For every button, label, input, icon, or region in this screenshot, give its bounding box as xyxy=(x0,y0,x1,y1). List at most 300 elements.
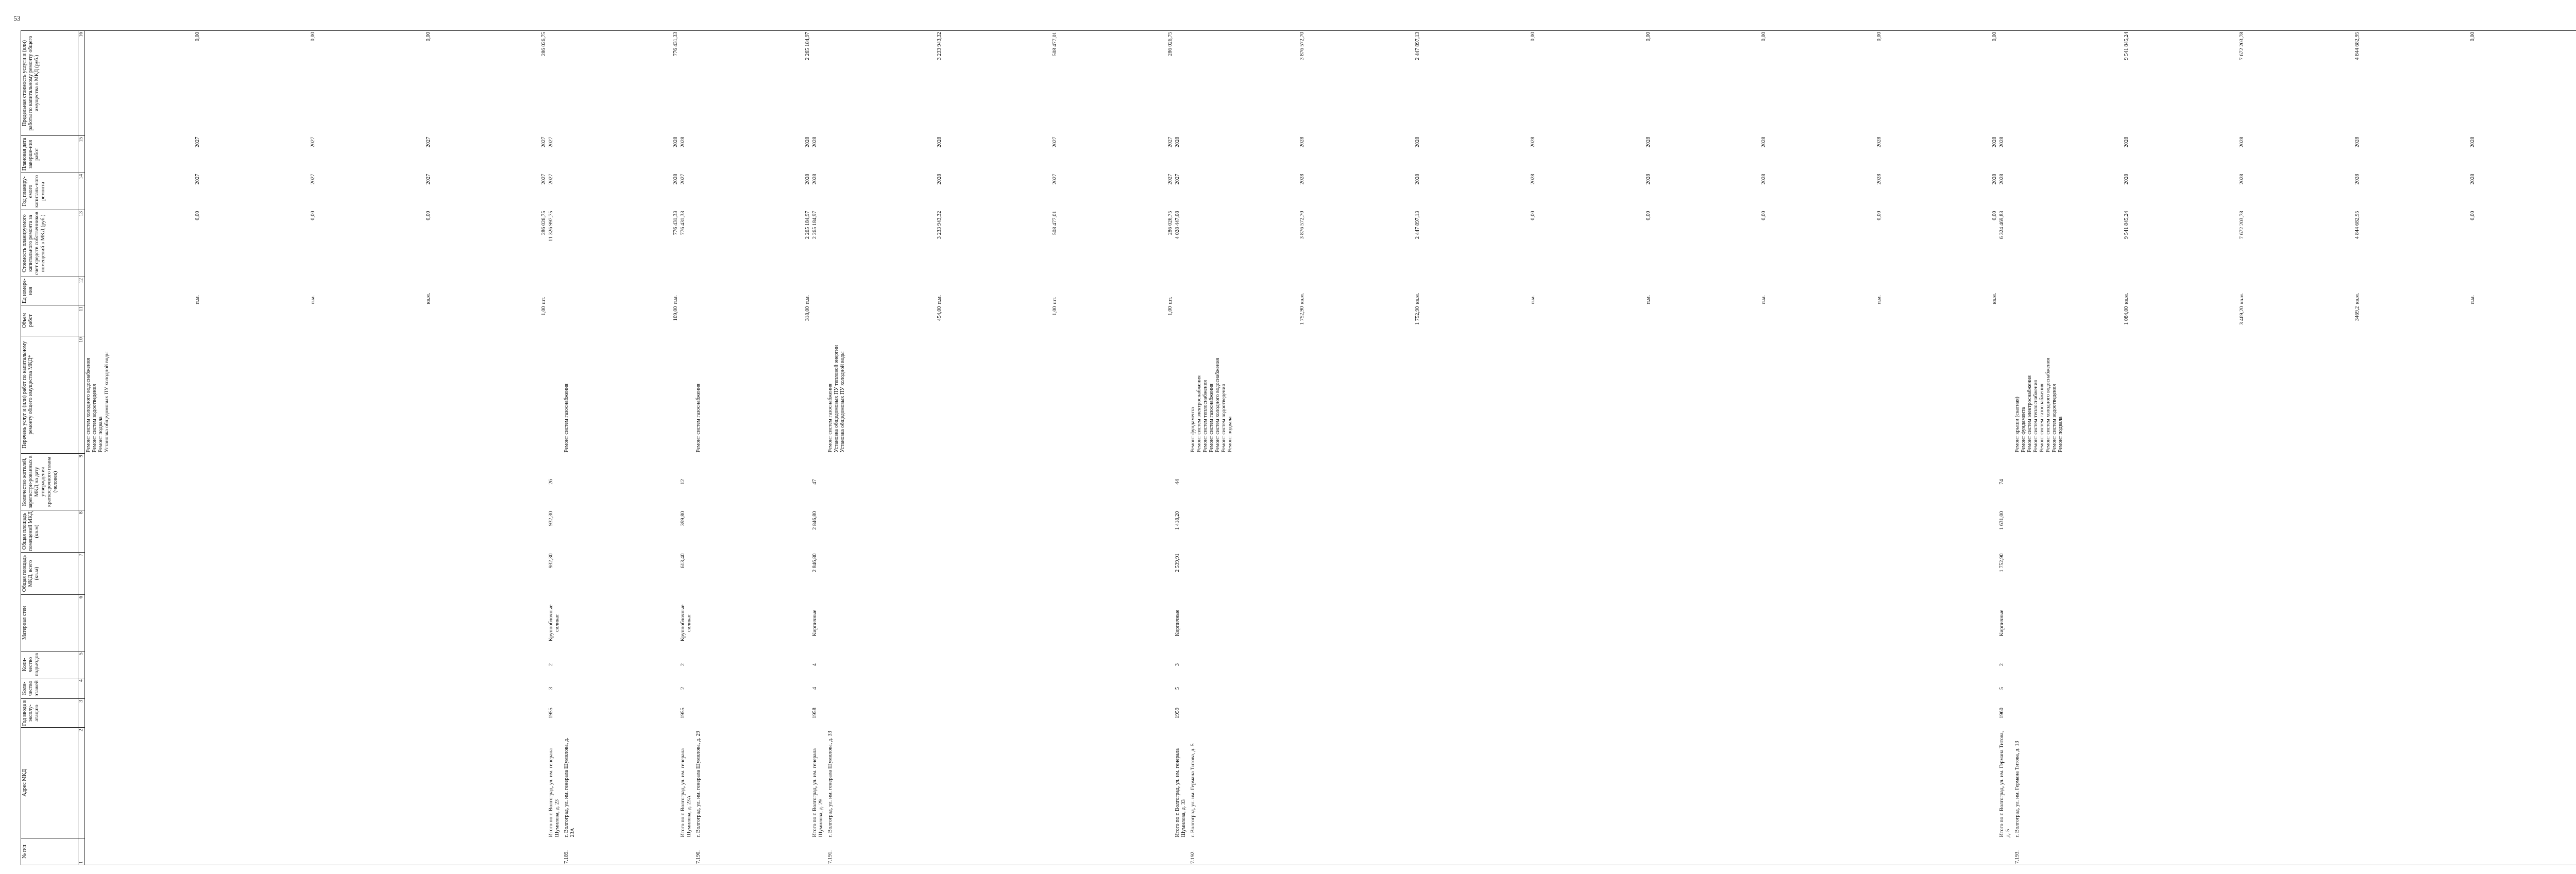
work-volume-line xyxy=(201,306,316,335)
column-header: Плановая дата заверше-ния работ xyxy=(21,136,78,173)
cost-limit-line: 508 477,01 xyxy=(1052,32,1058,56)
entrances xyxy=(563,652,680,678)
table-row xyxy=(827,31,1174,865)
address: Итого по г. Волгоград, ул. им. генерала Шумилова, д. 23А xyxy=(680,748,692,837)
rooms-area xyxy=(1190,510,1998,553)
repair-year-line: 2027 xyxy=(310,174,316,185)
repair-cost-line: 0,00 xyxy=(310,211,316,220)
work-volume-line xyxy=(1883,306,1998,335)
page-number: 53 xyxy=(13,14,21,22)
repair-cost xyxy=(1190,210,1998,277)
cost-limit-line: 3 233 943,32 xyxy=(937,32,943,60)
repair-cost xyxy=(563,210,680,277)
rooms-area: 1 418,20 xyxy=(1175,511,1180,530)
works-list xyxy=(827,336,1174,454)
commission-year xyxy=(85,699,548,728)
total-row xyxy=(1174,31,1190,865)
repair-year-line: 2027 xyxy=(1175,174,1180,185)
total-area xyxy=(2014,553,2576,595)
works-list xyxy=(1998,336,2014,454)
commission-year xyxy=(2014,699,2576,728)
end-date-line: 2028 xyxy=(2124,136,2130,148)
unit-line: п.м. xyxy=(2470,295,2476,304)
wall-material: Кирпичные xyxy=(1999,609,2005,637)
end-date-line: 2028 xyxy=(1999,136,2005,148)
unit-line: кв.м. xyxy=(426,293,432,304)
works-list-line: Ремонт систем газоснабжения xyxy=(827,383,833,453)
works-list-line: Ремонт систем газоснабжения xyxy=(2039,383,2045,453)
cost-limit xyxy=(1190,31,1998,136)
wall-material xyxy=(695,595,811,652)
end-date-line: 2028 xyxy=(1876,136,1883,148)
wall-material xyxy=(827,595,1174,652)
commission-year xyxy=(695,699,811,728)
column-header: № п/п xyxy=(21,838,78,865)
works-list xyxy=(85,336,548,454)
column-header: Год планиру-емого капиталь-ного ремонта xyxy=(21,173,78,210)
commission-year: 1959 xyxy=(1175,708,1180,718)
cost-limit xyxy=(1174,31,1190,136)
works-list-line: Ремонт систем теплоснабжения xyxy=(2033,380,2039,453)
works-list-line: Ремонт систем водоотведения xyxy=(1221,384,1227,453)
entrances: 2 xyxy=(1999,663,2005,666)
column-number: 11 xyxy=(78,305,85,336)
repair-year-line: 2028 xyxy=(937,174,943,185)
repair-year-line: 2028 xyxy=(2124,174,2130,185)
works-list-line: Ремонт систем водоотведения xyxy=(2052,384,2057,453)
cost-limit-line xyxy=(812,32,818,135)
column-number: 10 xyxy=(78,336,85,454)
column-number: 15 xyxy=(78,136,85,173)
repair-cost-line xyxy=(2476,211,2576,276)
repair-cost-line: 4 028 447,08 xyxy=(1175,211,1180,239)
repair-year-line: 2028 xyxy=(1530,174,1536,185)
residents xyxy=(695,454,811,510)
column-number: 4 xyxy=(78,678,85,699)
end-date xyxy=(1174,136,1190,173)
work-volume-line: 1,00 xyxy=(1052,306,1058,316)
total-area: 2 539,91 xyxy=(1175,553,1180,572)
wall-material: Кирпичные xyxy=(1175,609,1180,637)
repair-cost xyxy=(680,210,695,277)
total-area: 1 752,90 xyxy=(1999,553,2005,572)
unit-line: п.м. xyxy=(1646,295,1652,304)
repair-cost-line: 508 477,01 xyxy=(1052,211,1058,235)
end-date-line: 2028 xyxy=(1415,136,1421,148)
works-list xyxy=(563,336,680,454)
repair-cost xyxy=(2014,210,2576,277)
cost-limit xyxy=(548,31,563,136)
cost-limit xyxy=(85,31,548,136)
unit-line: кв.м. xyxy=(1415,293,1421,304)
rooms-area xyxy=(2014,510,2576,553)
capital-repair-table xyxy=(21,30,2576,865)
works-list xyxy=(811,336,827,454)
address: Итого по г. Волгоград, ул. им. Германа Титова, д. 5 xyxy=(1999,731,2011,837)
end-date-line xyxy=(2476,137,2576,172)
wall-material xyxy=(85,595,548,652)
residents xyxy=(1190,454,1998,510)
floors: 5 xyxy=(1999,687,2005,690)
repair-year xyxy=(811,173,827,210)
commission-year xyxy=(827,699,1174,728)
unit-line: шт. xyxy=(541,297,547,304)
end-date-line: 2028 xyxy=(805,136,811,148)
end-date-line: 2028 xyxy=(1761,136,1767,148)
commission-year: 1955 xyxy=(680,708,686,718)
repair-year-line: 2028 xyxy=(673,174,679,185)
works-list xyxy=(680,336,695,454)
entrances xyxy=(1190,652,1998,678)
cost-limit-line: 0,00 xyxy=(1876,32,1883,42)
repair-year-line: 2027 xyxy=(680,174,686,185)
entrances xyxy=(827,652,1174,678)
column-number: 5 xyxy=(78,652,85,678)
unit-line xyxy=(2476,278,2576,304)
unit xyxy=(1190,277,1998,305)
residents: 12 xyxy=(680,479,686,485)
repair-cost-line: 9 541 845,24 xyxy=(2124,211,2130,239)
repair-year xyxy=(563,173,680,210)
unit-line: кв.м. xyxy=(2124,293,2130,304)
cost-limit-line: 0,00 xyxy=(1761,32,1767,42)
repair-year-line: 2027 xyxy=(426,174,432,185)
column-number: 6 xyxy=(78,595,85,652)
work-volume-line: 3 469,20 xyxy=(2239,306,2245,325)
column-number: 14 xyxy=(78,173,85,210)
unit xyxy=(85,277,548,305)
repair-cost-line: 0,00 xyxy=(2470,211,2476,220)
unit-line: п.м. xyxy=(1530,295,1536,304)
address: Итого по г. Волгоград, ул. им. генерала Шумилова, д. 33 xyxy=(1175,748,1187,837)
column-header: Стоимость планируемого капитального ремонта за счет средств собственников помещений в МКД (руб.) xyxy=(21,210,78,277)
table-body xyxy=(85,31,2576,865)
repair-year-line: 2028 xyxy=(812,174,818,185)
wall-material: Крупноблочные силикат xyxy=(680,604,692,642)
repair-year xyxy=(548,173,563,210)
wall-material xyxy=(1190,595,1998,652)
repair-year-line xyxy=(2476,174,2576,209)
repair-cost-line: 0,00 xyxy=(1876,211,1883,220)
row-number: 7.191. xyxy=(827,838,1174,865)
end-date-line: 2027 xyxy=(195,136,201,148)
floors xyxy=(827,678,1174,699)
repair-year-line: 2027 xyxy=(548,174,554,185)
residents: 26 xyxy=(548,479,554,485)
work-volume xyxy=(811,305,827,336)
end-date xyxy=(1190,136,1998,173)
row-number: 7.190. xyxy=(695,838,811,865)
floors xyxy=(85,678,548,699)
unit-line: кв.м. xyxy=(2354,293,2361,304)
repair-year-line: 2028 xyxy=(1992,174,1998,185)
work-volume-line: 1 752,90 xyxy=(1415,306,1421,325)
total-area xyxy=(695,553,811,595)
column-header: Коли-чество этажей xyxy=(21,678,78,699)
wall-material: Кирпичные xyxy=(812,609,818,637)
cost-limit-line: 0,00 xyxy=(1646,32,1652,42)
repair-year xyxy=(1998,173,2014,210)
entrances xyxy=(2014,652,2576,678)
repair-cost-line: 3 876 572,70 xyxy=(1299,211,1306,239)
work-volume-line xyxy=(316,306,432,335)
column-number: 13 xyxy=(78,210,85,277)
unit xyxy=(1174,277,1190,305)
end-date-line: 2028 xyxy=(2239,136,2245,148)
work-volume-line: 318,00 xyxy=(805,306,811,321)
row-number xyxy=(811,838,827,865)
repair-cost-line: 0,00 xyxy=(1992,211,1998,220)
works-list-line: Ремонт фундамента xyxy=(1190,407,1196,453)
row-number xyxy=(85,838,548,865)
cost-limit-line: 2 447 897,13 xyxy=(1415,32,1421,60)
cost-limit-line: 0,00 xyxy=(426,32,432,42)
cost-limit-line: 286 026,75 xyxy=(541,32,547,56)
work-volume-line: 1,00 xyxy=(541,306,547,316)
rooms-area xyxy=(85,510,548,553)
commission-year: 1960 xyxy=(1999,708,2005,718)
repair-cost-line: 776 431,33 xyxy=(673,211,679,235)
end-date-line: 2027 xyxy=(1167,136,1174,148)
residents xyxy=(827,454,1174,510)
column-header: Адрес МКД xyxy=(21,728,78,838)
total-area xyxy=(827,553,1174,595)
repair-year xyxy=(1190,173,1998,210)
address: г. Волгоград, ул. им. Германа Титова, д. 13 xyxy=(2014,741,2020,837)
end-date-line: 2028 xyxy=(1299,136,1306,148)
repair-cost-line: 2 265 184,97 xyxy=(812,211,818,239)
entrances xyxy=(695,652,811,678)
end-date-line: 2027 xyxy=(310,136,316,148)
repair-year-line: 2027 xyxy=(1167,174,1174,185)
unit xyxy=(695,277,811,305)
end-date-line: 2028 xyxy=(1992,136,1998,148)
repair-year-line: 2028 xyxy=(1876,174,1883,185)
cost-limit-line xyxy=(680,32,686,135)
repair-cost xyxy=(1174,210,1190,277)
column-header: Общая площадь помещений МКД (кв.м) xyxy=(21,510,78,553)
commission-year: 1958 xyxy=(812,708,818,718)
table-row xyxy=(1190,31,1998,865)
repair-cost-line: 6 324 469,83 xyxy=(1999,211,2005,239)
end-date-line: 2028 xyxy=(1530,136,1536,148)
unit-line: п.м. xyxy=(805,295,811,304)
row-number xyxy=(680,838,695,865)
work-volume-line xyxy=(86,306,201,335)
repair-cost-line: 2 265 184,97 xyxy=(805,211,811,239)
repair-year-line: 2028 xyxy=(1646,174,1652,185)
works-list-line: Ремонт систем газоснабжения xyxy=(1209,383,1214,453)
table-row xyxy=(85,31,548,865)
works-list-line: Ремонт систем холодного водоснабжения xyxy=(1215,358,1221,453)
header-row xyxy=(21,31,78,865)
entrances: 2 xyxy=(548,663,554,666)
unit xyxy=(1998,277,2014,305)
cost-limit-line: 2 265 184,97 xyxy=(805,32,811,60)
residents xyxy=(85,454,548,510)
table-row xyxy=(563,31,680,865)
work-volume-line: 1 084,00 xyxy=(2124,306,2130,325)
column-header: Ед измере-ния xyxy=(21,277,78,305)
repair-year xyxy=(827,173,1174,210)
repair-year xyxy=(2014,173,2576,210)
repair-cost-line: 4 844 682,95 xyxy=(2354,211,2361,239)
repair-year-line: 2027 xyxy=(195,174,201,185)
end-date-line: 2028 xyxy=(2354,136,2361,148)
residents: 74 xyxy=(1999,479,2005,485)
cost-limit-line xyxy=(2476,32,2576,135)
works-list xyxy=(695,336,811,454)
total-area: 932,30 xyxy=(548,553,554,569)
rooms-area: 1 631,00 xyxy=(1999,511,2005,530)
floors: 5 xyxy=(1175,687,1180,690)
unit xyxy=(548,277,563,305)
total-row xyxy=(680,31,695,865)
floors: 2 xyxy=(680,687,686,690)
end-date-line: 2027 xyxy=(1052,136,1058,148)
work-volume-line xyxy=(1767,306,1883,335)
works-list-line: Ремонт систем газоснабжения xyxy=(564,383,569,453)
work-volume xyxy=(1190,305,1998,336)
cost-limit-line: 7 672 203,78 xyxy=(2239,32,2245,60)
cost-limit-line: 9 541 845,24 xyxy=(2124,32,2130,60)
rooms-area xyxy=(695,510,811,553)
works-list xyxy=(1174,336,1190,454)
rotated-page xyxy=(21,31,2476,865)
column-number: 8 xyxy=(78,510,85,553)
end-date xyxy=(2014,136,2576,173)
work-volume xyxy=(548,305,563,336)
address xyxy=(85,728,548,838)
work-volume xyxy=(827,305,1174,336)
repair-cost-line: 11 326 997,75 xyxy=(548,211,554,242)
unit xyxy=(2014,277,2576,305)
unit-line: п.м. xyxy=(310,295,316,304)
works-list xyxy=(1190,336,1998,454)
cost-limit-line: 4 844 682,95 xyxy=(2354,32,2361,60)
repair-year-line: 2028 xyxy=(2239,174,2245,185)
work-volume-line: 1 752,90 xyxy=(1299,306,1306,325)
unit-line: п.м. xyxy=(1876,295,1883,304)
repair-cost xyxy=(695,210,811,277)
work-volume xyxy=(1998,305,2014,336)
commission-year xyxy=(1190,699,1998,728)
repair-year-line: 2028 xyxy=(1761,174,1767,185)
works-list xyxy=(2014,336,2576,454)
works-list-line: Ремонт подвала xyxy=(98,416,104,453)
commission-year xyxy=(563,699,680,728)
column-header: Предельная стоимость услуги и (или) работы по капитальному ремонту общего имущества в МКД (руб.) xyxy=(21,31,78,136)
works-list-line: Ремонт систем газоснабжения xyxy=(696,383,701,453)
works-list-line: Ремонт систем электроснабжения xyxy=(2027,375,2032,453)
work-volume-line xyxy=(1421,306,1536,335)
repair-cost-line: 0,00 xyxy=(1761,211,1767,220)
end-date xyxy=(548,136,563,173)
repair-cost xyxy=(548,210,563,277)
repair-cost-line: 7 672 203,78 xyxy=(2239,211,2245,239)
residents: 47 xyxy=(812,479,818,485)
repair-year-line: 2028 xyxy=(2470,174,2476,185)
repair-cost xyxy=(827,210,1174,277)
unit-line: кв.м. xyxy=(1299,293,1306,304)
rooms-area: 932,30 xyxy=(548,511,554,526)
cost-limit xyxy=(2014,31,2576,136)
works-list-line: Установка общедомовых ПУ холодной воды xyxy=(104,351,110,453)
cost-limit-line: 0,00 xyxy=(1530,32,1536,42)
cost-limit xyxy=(811,31,827,136)
rooms-area: 2 846,80 xyxy=(812,511,818,530)
row-number xyxy=(1174,838,1190,865)
repair-cost xyxy=(85,210,548,277)
works-list-line: Ремонт крыши (скатная) xyxy=(2014,397,2020,453)
total-row xyxy=(811,31,827,865)
work-volume xyxy=(695,305,811,336)
repair-cost-line: 0,00 xyxy=(195,211,201,220)
repair-year xyxy=(695,173,811,210)
repair-year-line: 2028 xyxy=(805,174,811,185)
entrances: 4 xyxy=(812,663,818,666)
works-list-line: Ремонт систем электроснабжения xyxy=(1196,375,1202,453)
repair-year-line: 2028 xyxy=(2354,174,2361,185)
column-header: Объем работ xyxy=(21,305,78,336)
end-date-line: 2028 xyxy=(673,136,679,148)
repair-cost-line: 776 431,33 xyxy=(680,211,686,235)
work-volume xyxy=(2014,305,2576,336)
end-date xyxy=(680,136,695,173)
cost-limit-line xyxy=(1175,32,1181,135)
end-date-line: 2027 xyxy=(541,136,547,148)
end-date-line: 2027 xyxy=(426,136,432,148)
repair-cost-line: 286 026,75 xyxy=(1167,211,1174,235)
works-list-line: Установка общедомовых ПУ тепловой энергии xyxy=(834,345,839,453)
cost-limit xyxy=(827,31,1174,136)
total-area xyxy=(563,553,680,595)
works-list-line: Ремонт фундамента xyxy=(2021,407,2026,453)
work-volume-line: 3469,2 xyxy=(2354,306,2361,321)
table-row xyxy=(2014,31,2576,865)
column-number: 2 xyxy=(78,728,85,838)
repair-cost-line: 0,00 xyxy=(426,211,432,220)
floors xyxy=(695,678,811,699)
cost-limit xyxy=(1998,31,2014,136)
row-number: 7.193. xyxy=(2014,838,2576,865)
repair-year xyxy=(1174,173,1190,210)
works-list xyxy=(548,336,563,454)
wall-material xyxy=(563,595,680,652)
repair-year xyxy=(85,173,548,210)
repair-cost-line: 286 026,75 xyxy=(541,211,547,235)
wall-material xyxy=(2014,595,2576,652)
floors xyxy=(2014,678,2576,699)
total-area xyxy=(1190,553,1998,595)
end-date xyxy=(1998,136,2014,173)
address: Итого по г. Волгоград, ул. им. генерала Шумилова, д. 29 xyxy=(812,748,824,837)
works-list-line: Ремонт подвала xyxy=(2058,416,2063,453)
cost-limit-line: 0,00 xyxy=(195,32,201,42)
floors xyxy=(1190,678,1998,699)
unit-line: кв.м. xyxy=(1992,293,1998,304)
total-area xyxy=(85,553,548,595)
work-volume xyxy=(680,305,695,336)
column-number: 16 xyxy=(78,31,85,136)
cost-limit xyxy=(563,31,680,136)
cost-limit-line xyxy=(548,32,554,135)
work-volume-line xyxy=(1652,306,1767,335)
entrances: 2 xyxy=(680,663,686,666)
end-date-line: 2028 xyxy=(680,136,686,148)
row-number xyxy=(548,838,563,865)
entrances xyxy=(85,652,548,678)
